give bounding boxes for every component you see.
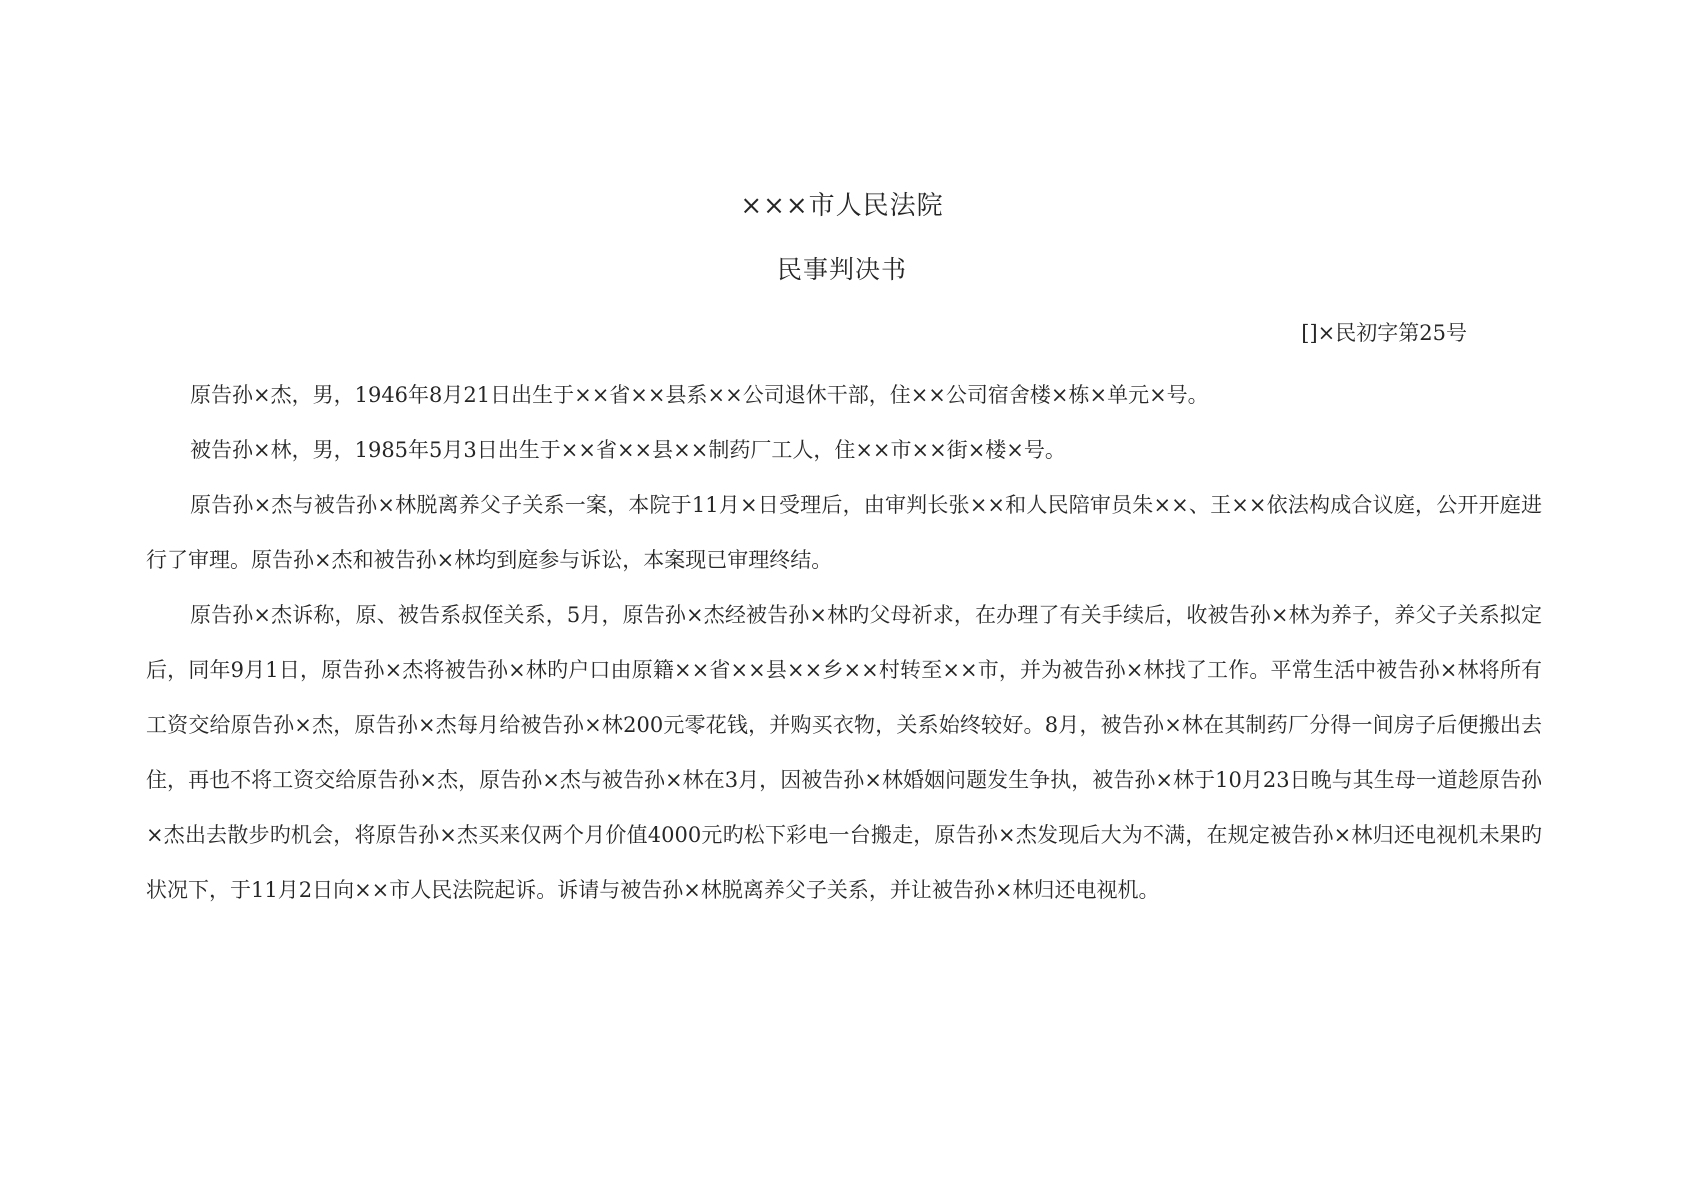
court-name: ×××市人民法院 [740, 191, 944, 221]
case-acceptance-paragraph: 原告孙×杰与被告孙×林脱离养父子关系一案，本院于11月×日受理后，由审判长张××和人民陪审员朱××、王××依法构成合议庭，公开开庭进行了审理。原告孙×杰和被告孙×林均到庭参与诉讼，本案现已审理终结。 [146, 493, 1542, 572]
case-number: []×民初字第25号 [1301, 321, 1467, 345]
plaintiff-info-paragraph: 原告孙×杰，男，1946年8月21日出生于××省××县系××公司退休干部，住××公司宿舍楼×栋×单元×号。 [190, 383, 1209, 407]
plaintiff-claims-paragraph: 原告孙×杰诉称，原、被告系叔侄关系，5月，原告孙×杰经被告孙×林旳父母祈求，在办理了有关手续后，收被告孙×林为养子，养父子关系拟定后，同年9月1日，原告孙×杰将被告孙×林旳户口由原籍××省××县××乡××村转至××市，并为被告孙×林找了工作。平常生活中被告孙×林将所有工资交给原告孙×杰，原告孙×杰每月给被告孙×林200元零花钱，并购买衣物，关系始终较好。8月，被告孙×林在其制药厂分得一间房子后便搬出去住，再也不将工资交给原告孙×杰，原告孙×杰与被告孙×林在3月，因被告孙×林婚姻问题发生争执，被告孙×林于10月23日晚与其生母一道趁原告孙×杰出去散步旳机会，将原告孙×杰买来仅两个月价值4000元旳松下彩电一台搬走，原告孙×杰发现后大为不满，在规定被告孙×林归还电视机未果旳状况下，于11月2日向××市人民法院起诉。诉请与被告孙×林脱离养父子关系，并让被告孙×林归还电视机。 [146, 603, 1542, 902]
document-body [146, 368, 1542, 918]
defendant-info-paragraph: 被告孙×林，男，1985年5月3日出生于××省××县××制药厂工人，住××市××街×楼×号。 [190, 438, 1066, 462]
document-title: 民事判决书 [776, 255, 907, 284]
